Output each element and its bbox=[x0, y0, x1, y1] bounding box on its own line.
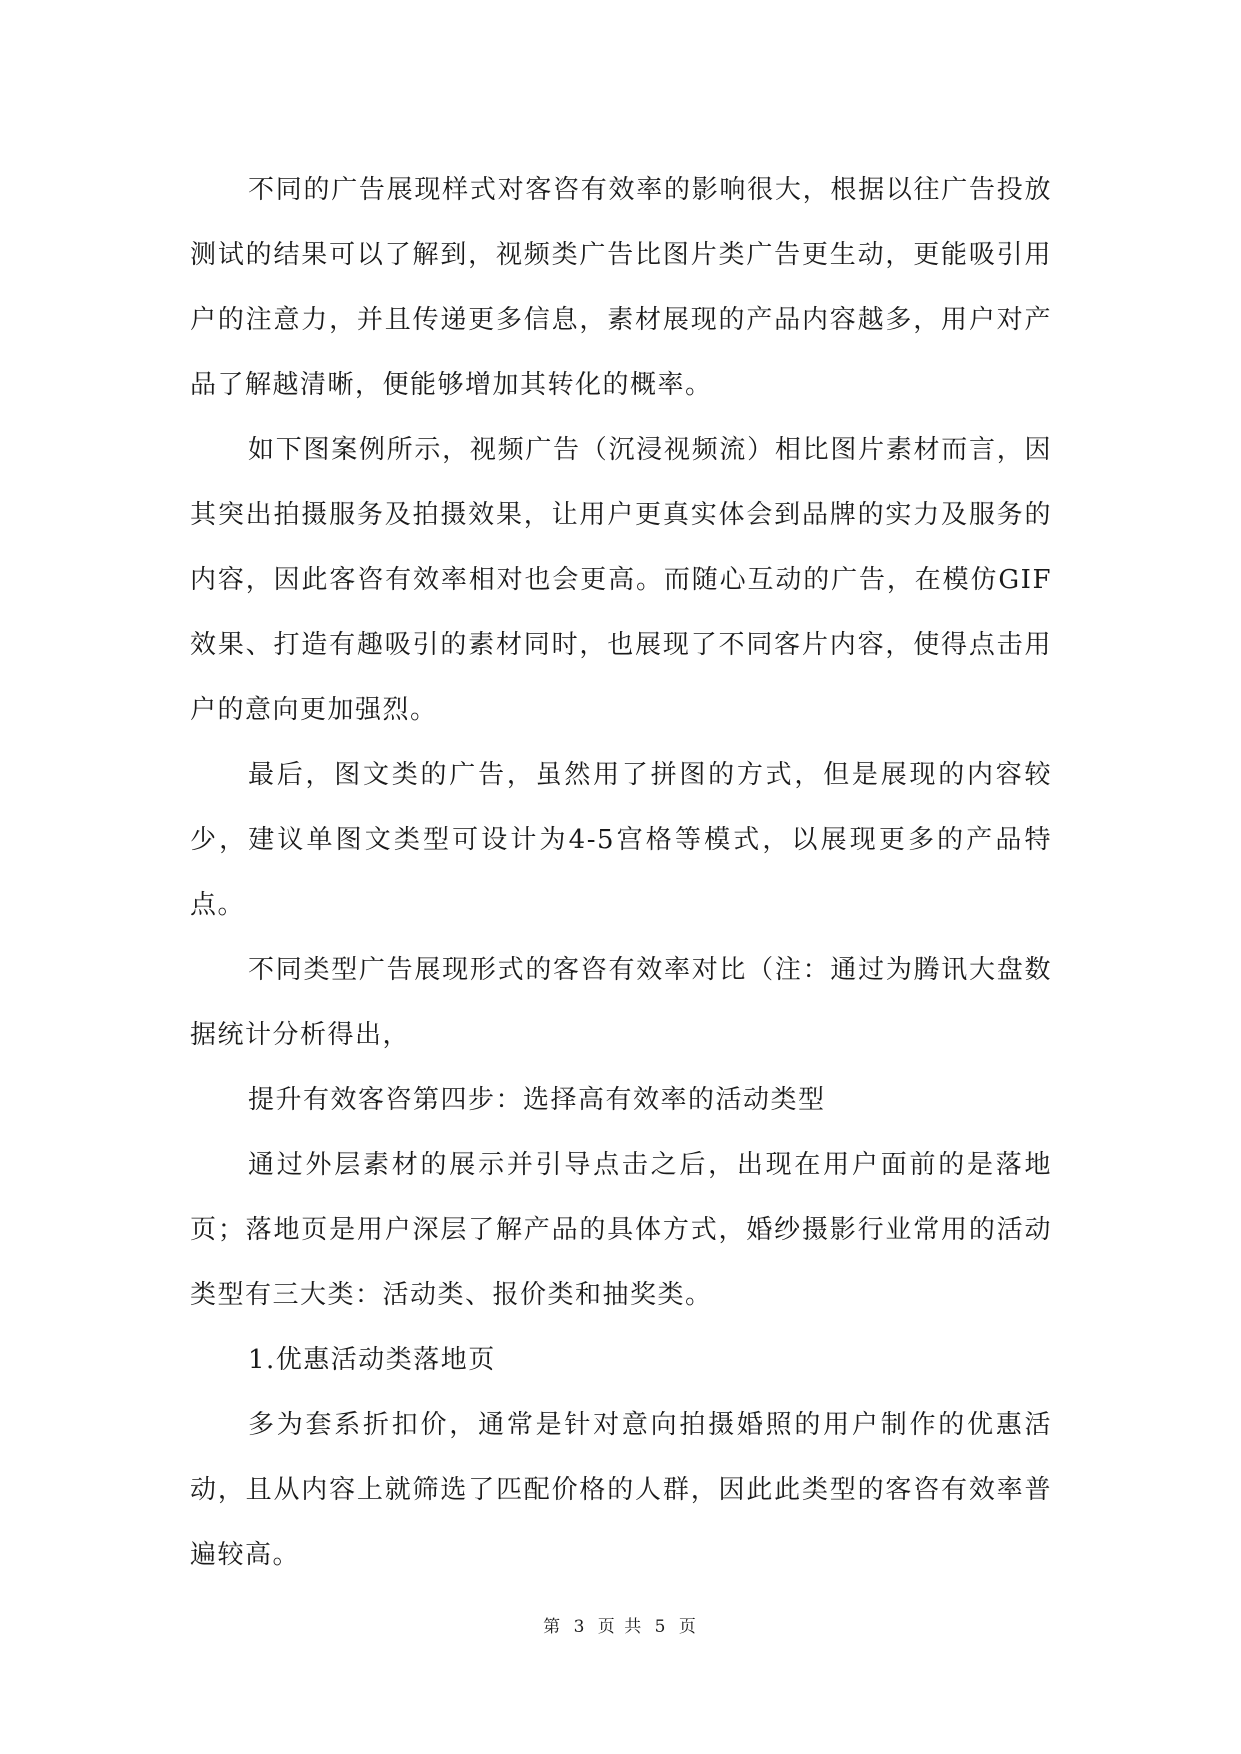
footer-suffix: 页 bbox=[678, 1617, 698, 1637]
footer-current-page: 3 bbox=[573, 1617, 587, 1637]
paragraph-image-text-ads: 最后，图文类的广告，虽然用了拼图的方式，但是展现的内容较少，建议单图文类型可设计为4-5宫格等模式，以展现更多的产品特点。 bbox=[190, 760, 1052, 920]
paragraph-video-ads: 如下图案例所示，视频广告（沉浸视频流）相比图片素材而言，因其突出拍摄服务及拍摄效果，让用户更真实体会到品牌的实力及服务的内容，因此客咨有效率相对也会更高。而随心互动的广告，在模仿GIF效果、打造有趣吸引的素材同时，也展现了不同客片内容，使得点击用户的意向更加强烈。 bbox=[190, 435, 1052, 725]
paragraph-ad-styles: 不同的广告展现样式对客咨有效率的影响很大，根据以往广告投放测试的结果可以了解到，视频类广告比图片类广告更生动，更能吸引用户的注意力，并且传递更多信息，素材展现的产品内容越多，用户对产品了解越清晰，便能够增加其转化的概率。 bbox=[190, 175, 1052, 400]
footer-prefix: 第 bbox=[543, 1617, 563, 1637]
footer-total-pages: 5 bbox=[654, 1617, 668, 1637]
paragraph-landing-page: 通过外层素材的展示并引导点击之后，出现在用户面前的是落地页；落地页是用户深层了解产品的具体方式，婚纱摄影行业常用的活动类型有三大类：活动类、报价类和抽奖类。 bbox=[190, 1150, 1052, 1310]
footer-middle: 页 共 bbox=[597, 1617, 644, 1637]
paragraph-comparison-note: 不同类型广告展现形式的客咨有效率对比（注：通过为腾讯大盘数据统计分析得出， bbox=[190, 955, 1052, 1050]
document-body bbox=[190, 158, 1052, 1588]
page-footer bbox=[0, 1612, 1241, 1637]
subheading-discount-landing-page: 1.优惠活动类落地页 bbox=[248, 1345, 496, 1375]
paragraph-discount-description: 多为套系折扣价，通常是针对意向拍摄婚照的用户制作的优惠活动，且从内容上就筛选了匹配价格的人群，因此此类型的客咨有效率普遍较高。 bbox=[190, 1410, 1052, 1570]
section-heading-step-four: 提升有效客咨第四步：选择高有效率的活动类型 bbox=[248, 1085, 826, 1115]
